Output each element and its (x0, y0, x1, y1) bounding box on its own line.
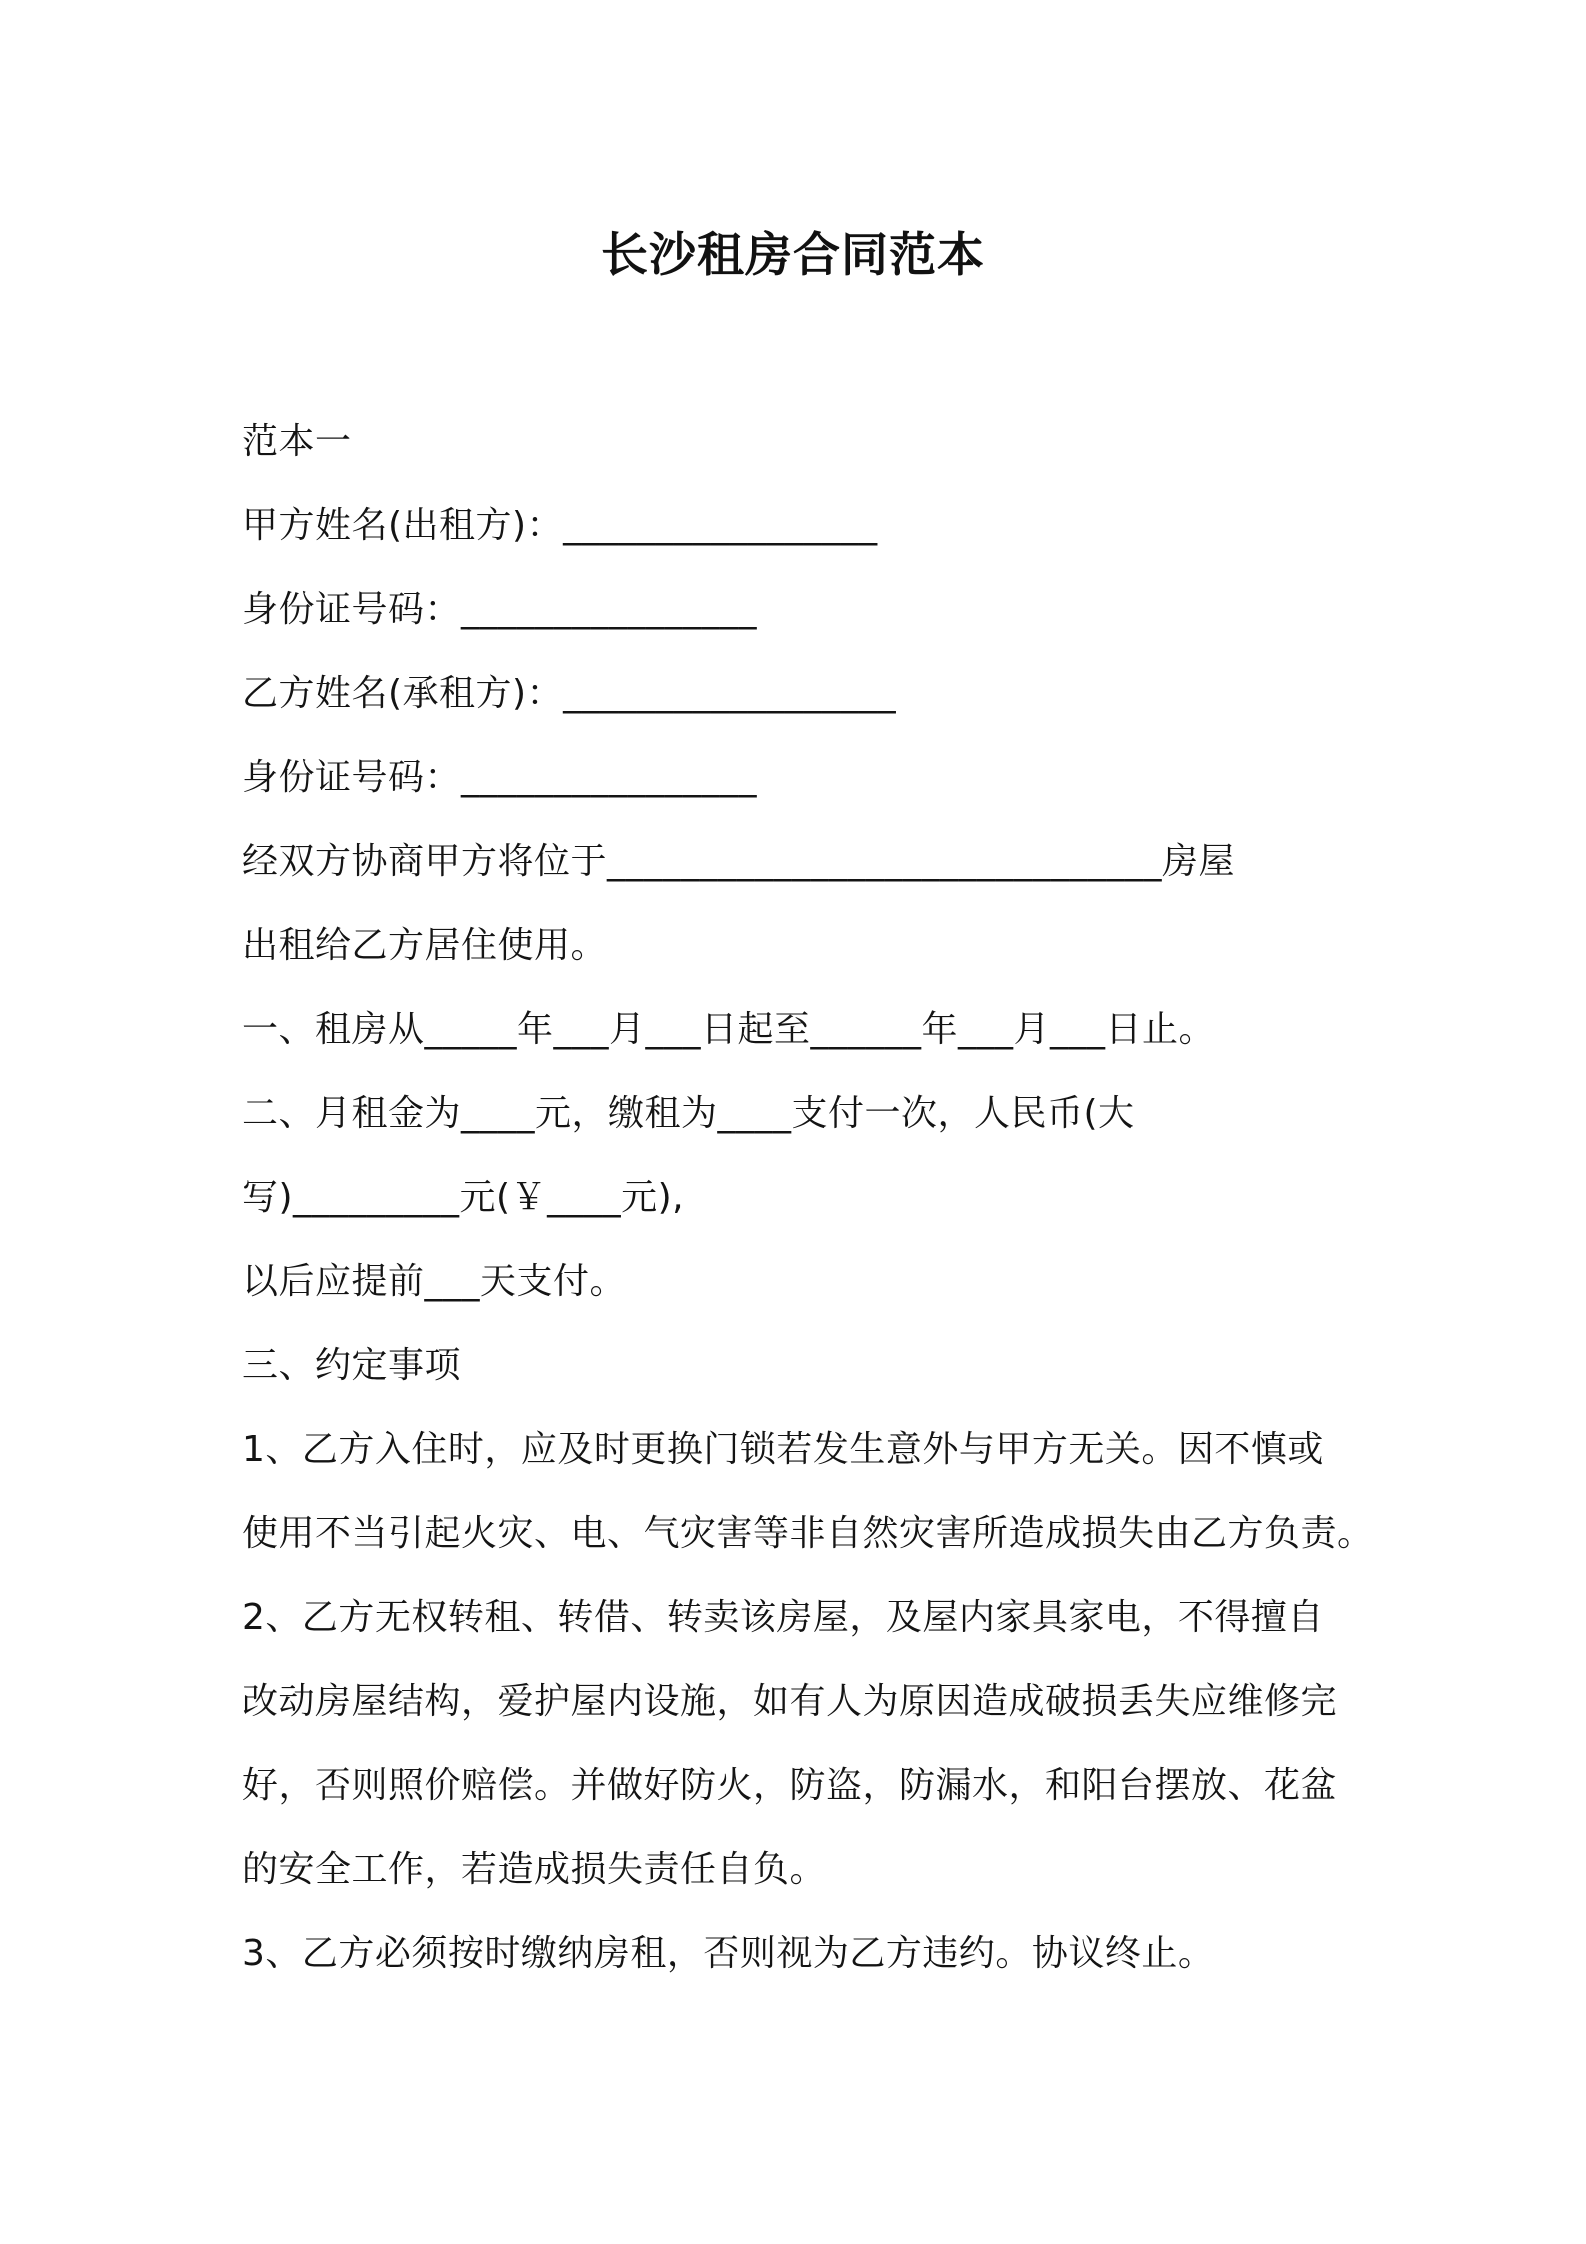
document-body (242, 400, 1372, 1996)
rent-amount-clause-cont: 写)_________元(￥____元), (242, 1177, 685, 1218)
clause-1-line-2: 使用不当引起火灾、电、气灾害等非自然灾害所造成损失由乙方负责。 (242, 1513, 1374, 1554)
party-b-name-line: 乙方姓名(承租方)：__________________ (242, 673, 897, 714)
clause-2-line-1: 2、乙方无权转租、转借、转卖该房屋，及屋内家具家电，不得擅自 (242, 1597, 1324, 1638)
clause-3-line-1: 3、乙方必须按时缴纳房租，否则视为乙方违约。协议终止。 (242, 1933, 1215, 1974)
document-title: 长沙租房合同范本 (601, 228, 985, 283)
party-a-name-line: 甲方姓名(出租方)：_________________ (242, 505, 878, 546)
rental-period-clause: 一、租房从_____年___月___日起至______年___月___日止。 (242, 1009, 1216, 1050)
property-location-line: 经双方协商甲方将位于______________________________房屋 (242, 841, 1236, 882)
payment-advance-line: 以后应提前___天支付。 (242, 1261, 627, 1302)
party-a-id-line: 身份证号码：________________ (242, 589, 758, 630)
clause-2-line-2: 改动房屋结构，爱护屋内设施，如有人为原因造成破损丢失应维修完 (242, 1681, 1338, 1722)
clause-2-line-4: 的安全工作，若造成损失责任自负。 (242, 1849, 827, 1890)
property-use-line: 出租给乙方居住使用。 (242, 925, 608, 966)
clause-1-line-1: 1、乙方入住时，应及时更换门锁若发生意外与甲方无关。因不慎或 (242, 1429, 1324, 1470)
clause-2-line-3: 好，否则照价赔偿。并做好防火，防盗，防漏水，和阳台摆放、花盆 (242, 1765, 1338, 1806)
section-label: 范本一 (242, 421, 352, 462)
rent-amount-clause: 二、月租金为____元，缴租为____支付一次，人民币(大 (242, 1093, 1135, 1134)
party-b-id-line: 身份证号码：________________ (242, 757, 758, 798)
agreed-matters-heading: 三、约定事项 (242, 1345, 462, 1386)
